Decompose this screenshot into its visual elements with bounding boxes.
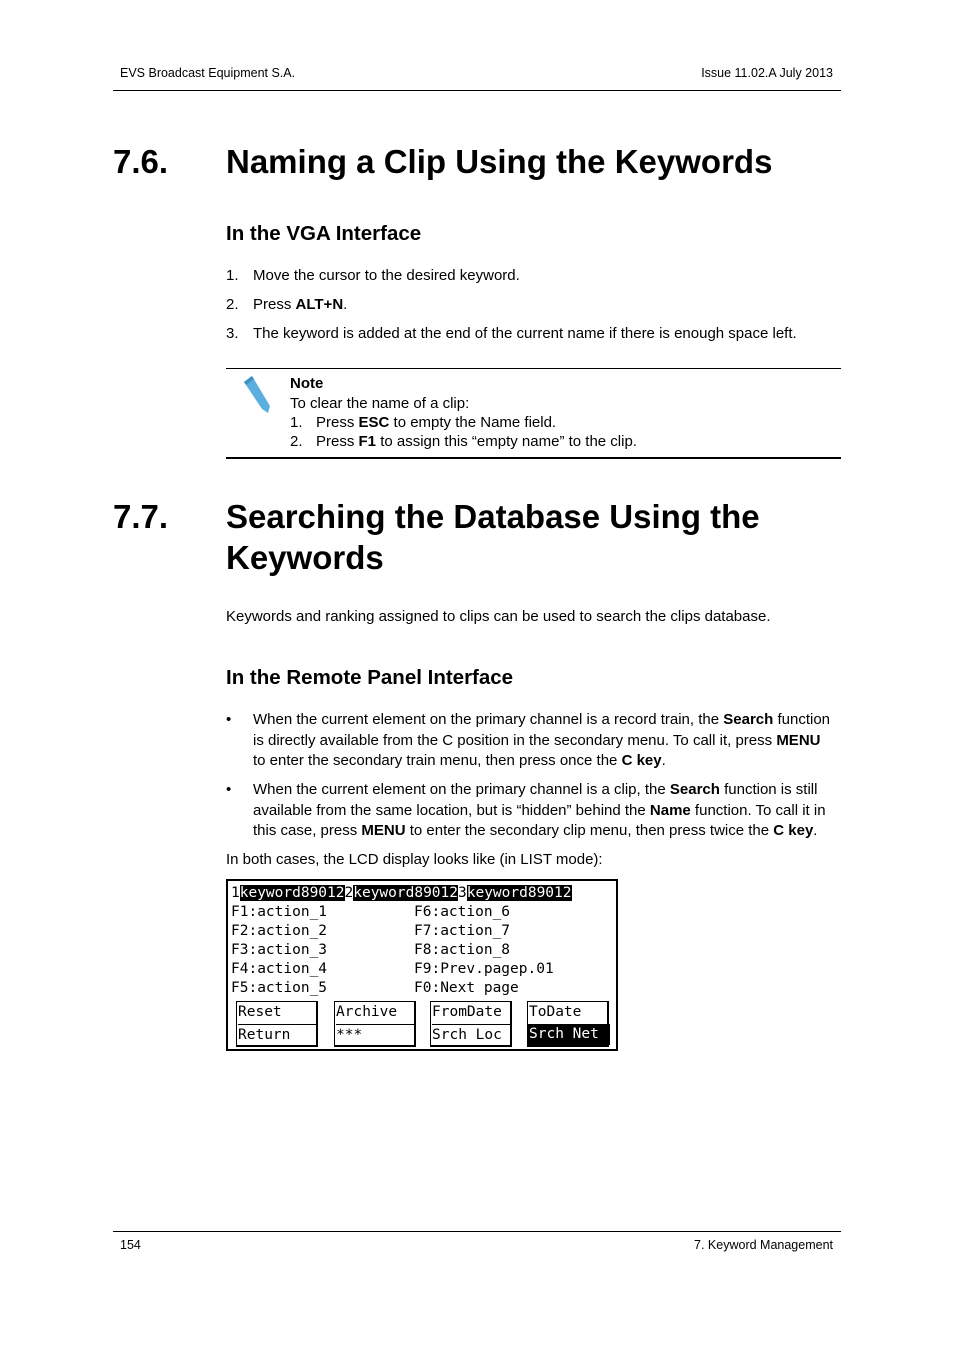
list-text: The keyword is added at the end of the current name if there is enough space left.: [253, 325, 797, 342]
para-bold: MENU: [361, 822, 406, 839]
list-number: 1.: [226, 267, 239, 284]
lcd-todate-button[interactable]: ToDate: [529, 1004, 582, 1020]
para-text: When the current element on the primary channel is a record train, the: [253, 711, 724, 728]
note-top-rule: [226, 368, 841, 369]
pencil-icon: [240, 374, 274, 419]
lcd-keyword-index: 2: [344, 885, 354, 901]
bullet-icon: •: [226, 711, 232, 728]
lcd-srch-loc-button[interactable]: Srch Loc: [432, 1024, 510, 1046]
lcd-keyword[interactable]: keyword89012: [353, 885, 458, 901]
footer-page-number: 154: [120, 1238, 141, 1252]
para-bold: MENU: [776, 731, 821, 749]
section-77-title-line1: Searching the Database Using the: [226, 498, 760, 535]
list-bold: ALT+N: [295, 296, 344, 313]
section-77-subhead: In the Remote Panel Interface: [226, 666, 514, 689]
section-77-intro: Keywords and ranking assigned to clips can be used to search the clips database.: [226, 608, 771, 625]
note-text: Press: [316, 414, 359, 431]
lcd-intro: In both cases, the LCD display looks like (in LIST mode):: [226, 851, 603, 868]
note-text: Press: [316, 433, 359, 450]
para-bold: Name: [649, 801, 691, 819]
note-text: to empty the Name field.: [389, 414, 557, 431]
lcd-action-right[interactable]: F6:action_6: [414, 904, 511, 920]
bullet-paragraph: [253, 780, 843, 842]
lcd-action-right[interactable]: F7:action_7: [414, 923, 511, 939]
header-right: Issue 11.02.A July 2013: [701, 66, 833, 80]
para-text: function is still: [719, 781, 818, 798]
lcd-return-button[interactable]: Return: [238, 1024, 316, 1046]
para-bold: Search: [723, 711, 774, 728]
para-text: When the current element on the primary channel is a clip, the: [253, 781, 670, 798]
para-text: this case, press: [253, 822, 362, 839]
bullet-paragraph: [253, 710, 843, 772]
footer-rule: [113, 1231, 841, 1232]
section-76-title: Naming a Clip Using the Keywords: [226, 143, 773, 180]
para-text: to enter the secondary train menu, then press once the: [253, 752, 622, 769]
para-text: to enter the secondary clip menu, then press twice the: [405, 822, 774, 839]
header-left: EVS Broadcast Equipment S.A.: [120, 66, 296, 80]
para-text: .: [661, 752, 666, 769]
para-text: function: [773, 711, 831, 728]
para-text: function. To call it in: [690, 801, 826, 819]
note-bottom-rule: [226, 457, 841, 459]
lcd-keyword-row: [231, 884, 572, 903]
lcd-action-left[interactable]: F4:action_4: [231, 961, 328, 977]
section-76-subhead: In the VGA Interface: [226, 222, 422, 245]
list-text: .: [343, 296, 348, 313]
lcd-fromdate-button[interactable]: FromDate: [432, 1004, 502, 1020]
lcd-keyword-index: 1: [231, 885, 240, 901]
note-item-number: 2.: [290, 433, 303, 450]
footer-chapter: 7. Keyword Management: [694, 1238, 833, 1252]
lcd-archive-button[interactable]: Archive: [336, 1004, 398, 1020]
lcd-keyword[interactable]: keyword89012: [239, 885, 345, 901]
lcd-action-right[interactable]: F9:Prev.pagep.01: [414, 961, 554, 977]
lcd-display: [226, 879, 618, 1051]
lcd-reset-button[interactable]: Reset: [238, 1004, 282, 1020]
lcd-action-right[interactable]: F8:action_8: [414, 942, 511, 958]
header-rule: [113, 90, 841, 91]
note-item: [290, 413, 557, 432]
para-bold: C key: [773, 822, 814, 839]
lcd-srch-net-button[interactable]: Srch Net: [528, 1024, 610, 1045]
lcd-action-left[interactable]: F5:action_5: [231, 980, 328, 996]
para-text: .: [813, 822, 818, 839]
note-item: [290, 432, 637, 451]
note-intro: To clear the name of a clip:: [290, 395, 470, 412]
section-76-number: 7.6.: [113, 143, 169, 180]
note-item-number: 1.: [290, 414, 303, 431]
section-77-number: 7.7.: [113, 498, 169, 535]
list-text: Press: [253, 296, 296, 313]
list-number: 3.: [226, 325, 239, 342]
lcd-keyword-index: 3: [458, 885, 467, 901]
list-text: Move the cursor to the desired keyword.: [253, 267, 520, 284]
para-text: is directly available from the C position in the secondary menu. To call it, press: [253, 731, 777, 749]
note-bold: F1: [358, 433, 377, 450]
note-bold: ESC: [358, 414, 390, 431]
lcd-keyword[interactable]: keyword89012: [466, 885, 572, 901]
lcd-action-left[interactable]: F1:action_1: [231, 904, 328, 920]
note-text: to assign this “empty name” to the clip.: [376, 433, 637, 450]
lcd-wildcard-button[interactable]: ***: [336, 1024, 414, 1046]
bullet-icon: •: [226, 781, 232, 798]
lcd-action-left[interactable]: F2:action_2: [231, 923, 328, 939]
list-number: 2.: [226, 296, 239, 313]
note-title: Note: [290, 375, 324, 392]
lcd-action-right[interactable]: F0:Next page: [414, 980, 519, 996]
para-text: available from the same location, but is “hidden” behind the: [253, 801, 650, 819]
para-bold: Search: [669, 781, 720, 798]
lcd-action-left[interactable]: F3:action_3: [231, 942, 328, 958]
section-77-title-line2: Keywords: [226, 539, 384, 576]
para-bold: C key: [621, 752, 662, 769]
